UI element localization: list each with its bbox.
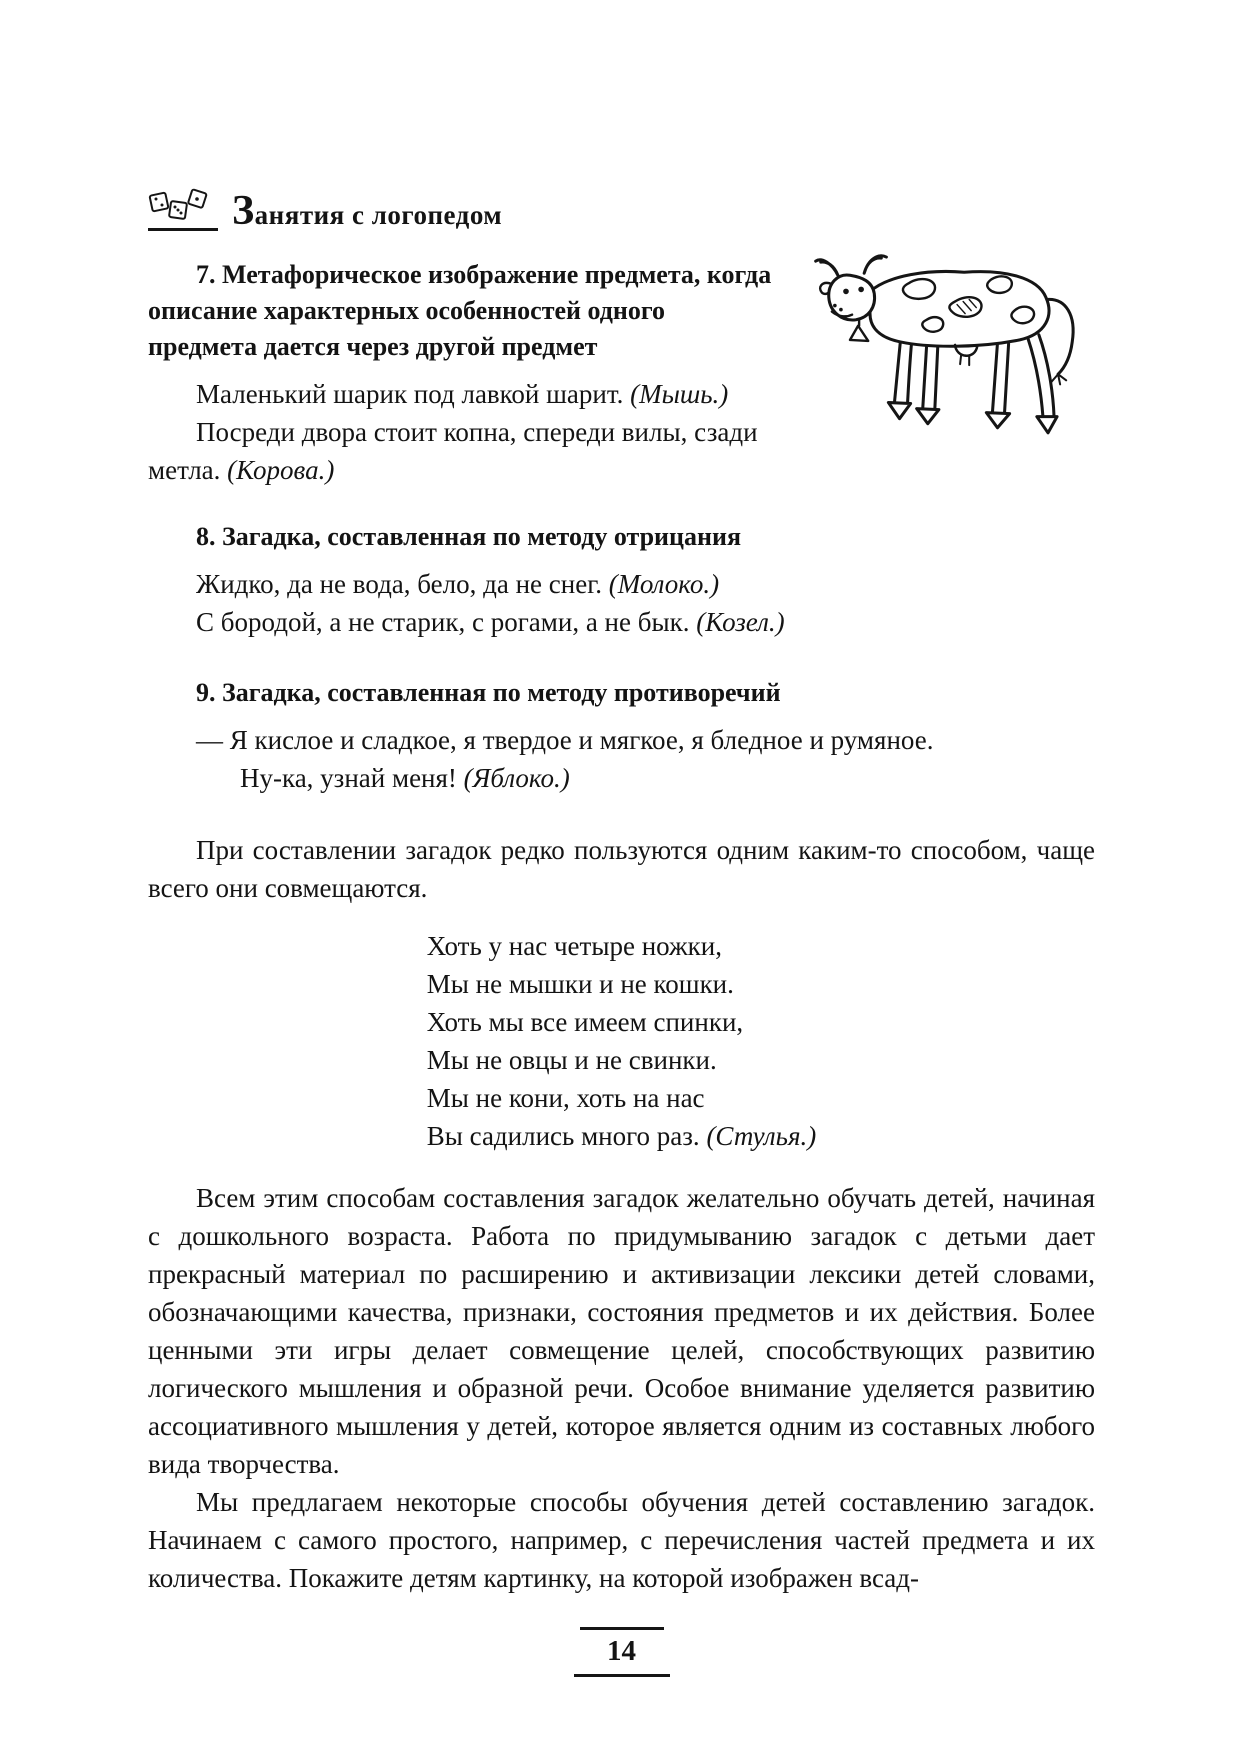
poem-chairs bbox=[427, 927, 817, 1155]
riddle-answer: (Яблоко.) bbox=[463, 763, 570, 793]
running-header bbox=[148, 186, 1095, 234]
poem-line: Хоть у нас четыре ножки, bbox=[426, 931, 722, 961]
poem-text: Вы садились много раз. bbox=[426, 1121, 707, 1151]
riddle-text: Жидко, да не вода, бело, да не снег. bbox=[196, 569, 609, 599]
riddle-text: С бородой, а не старик, с рогами, а не бык. bbox=[196, 607, 697, 637]
page-content bbox=[148, 186, 1095, 1677]
poem-line: Мы не овцы и не свинки. bbox=[426, 1045, 717, 1075]
riddle-answer: (Козел.) bbox=[696, 607, 785, 637]
page-number: 14 bbox=[607, 1635, 636, 1667]
riddle-answer: (Мышь.) bbox=[630, 379, 729, 409]
riddle-text: Ну-ка, узнай меня! bbox=[240, 763, 464, 793]
paragraph-closing: Мы предлагаем некоторые способы обучения детей составлению загадок. Начинаем с самого простого, например, с перечисления частей предмета и их количества. Покажите детям картинку, на которой изображен всад- bbox=[148, 1487, 1095, 1593]
section-7-heading: 7. Метафорическое изображение предмета, когда описание характерных особенностей одного предмета дается через другой предмет bbox=[148, 260, 772, 361]
page-number-rule-top bbox=[580, 1627, 664, 1630]
riddle-apple-line2 bbox=[148, 759, 1095, 797]
riddle-text: Маленький шарик под лавкой шарит. bbox=[196, 379, 631, 409]
paragraph-methods: Всем этим способам составления загадок желательно обучать детей, начиная с дошкольного возраста. Работа по придумыванию загадок с детьми дает прекрасный материал по расширению и активизации лексики детей словами, обозначающими качества, признаки, состояния предметов и их действия. Более ценными эти игры делает совмещение целей, способствующих развитию логического мышления и образной речи. Особое внимание уделяется развитию ассоциативного мышления у детей, которое является одним из составных любого вида творчества. bbox=[148, 1183, 1095, 1479]
riddle-apple-line1: — Я кислое и сладкое, я твердое и мягкое, я бледное и румяное. bbox=[196, 725, 934, 755]
page-number-block bbox=[574, 1627, 670, 1677]
cow-drawing-icon bbox=[803, 249, 1095, 451]
poem-line-last bbox=[427, 1117, 817, 1155]
riddle-goat bbox=[148, 603, 1095, 641]
section-9-heading: 9. Загадка, составленная по методу противоречий bbox=[196, 678, 781, 707]
section-8-heading: 8. Загадка, составленная по методу отрицания bbox=[196, 522, 742, 551]
riddle-milk bbox=[148, 565, 1095, 603]
cow-drawing-illustration bbox=[803, 249, 1095, 451]
poem-line: Хоть мы все имеем спинки, bbox=[426, 1007, 744, 1037]
riddle-answer: (Молоко.) bbox=[608, 569, 720, 599]
poem-line: Мы не мышки и не кошки. bbox=[426, 969, 734, 999]
poem-line: Мы не кони, хоть на нас bbox=[426, 1083, 705, 1113]
section-8 bbox=[148, 519, 1095, 641]
poem-answer: (Стулья.) bbox=[706, 1121, 817, 1151]
section-9 bbox=[148, 675, 1095, 797]
riddle-answer: (Корова.) bbox=[227, 455, 335, 485]
page-number-rule-bottom bbox=[574, 1674, 670, 1677]
riddle-text: Посреди двора стоит копна, спереди вилы, сзади метла. bbox=[148, 417, 758, 485]
paragraph-intro: При составлении загадок редко пользуются одним каким-то способом, чаще всего они совмещаются. bbox=[148, 835, 1095, 903]
section-7 bbox=[148, 257, 1095, 489]
running-header-title: Занятия с логопедом bbox=[232, 188, 503, 234]
dice-logo-icon bbox=[148, 186, 218, 231]
